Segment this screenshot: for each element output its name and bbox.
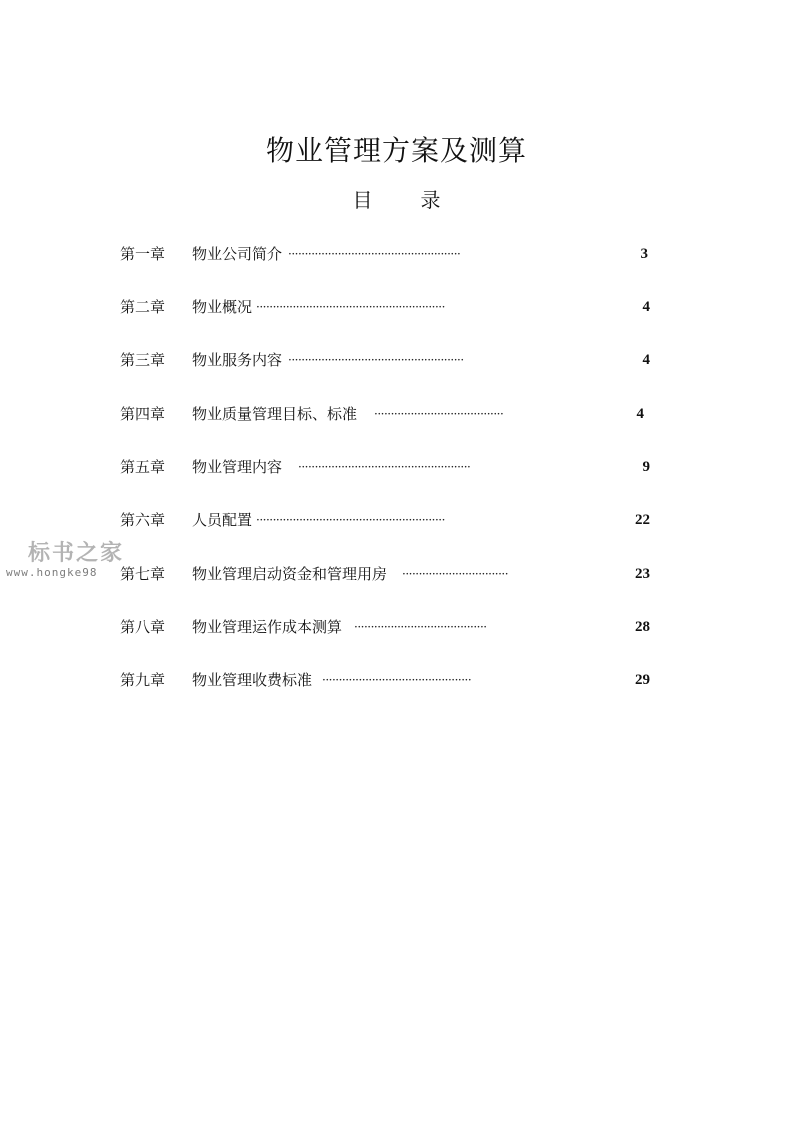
toc-entry-title: 物业质量管理目标、标准 <box>192 405 358 423</box>
dot-leader: ···················································· <box>298 460 471 474</box>
toc-entry[interactable] <box>120 403 650 425</box>
toc-page-number: 22 <box>635 512 650 528</box>
toc-entry-title: 物业管理启动资金和管理用房 <box>192 565 388 583</box>
toc-entry-title: 人员配置 <box>192 511 253 529</box>
toc-entry[interactable] <box>120 669 650 691</box>
toc-entry[interactable] <box>120 456 650 478</box>
toc-page-number: 4 <box>642 299 650 315</box>
toc-entry[interactable] <box>120 509 650 531</box>
dot-leader: ························································· <box>256 300 445 314</box>
toc-chapter-label: 第一章 <box>120 245 166 263</box>
watermark-url: www.hongke98 <box>6 566 98 579</box>
toc-entry-title: 物业管理运作成本测算 <box>192 618 343 636</box>
toc-chapter-label: 第九章 <box>120 671 166 689</box>
toc-page-number: 9 <box>642 459 650 475</box>
dot-leader: ····················································· <box>288 353 464 367</box>
toc-entry-title: 物业概况 <box>192 298 253 316</box>
toc-chapter-label: 第二章 <box>120 298 166 316</box>
toc-chapter-label: 第四章 <box>120 405 166 423</box>
toc-chapter-label: 第八章 <box>120 618 166 636</box>
toc-chapter-label: 第五章 <box>120 458 166 476</box>
toc-entry-title: 物业管理内容 <box>192 458 283 476</box>
toc-page-number: 23 <box>635 566 650 582</box>
toc-heading-left: 目 <box>352 188 373 212</box>
toc-entry-title: 物业管理收费标准 <box>192 671 313 689</box>
toc-entry[interactable] <box>120 616 650 638</box>
toc-chapter-label: 第六章 <box>120 511 166 529</box>
toc-page-number: 29 <box>635 672 650 688</box>
toc-heading-right: 录 <box>420 188 441 212</box>
watermark-logo: 标书之家 <box>28 541 125 566</box>
toc-page-number: 4 <box>636 406 644 422</box>
toc-entry[interactable] <box>120 243 650 265</box>
dot-leader: ························································· <box>256 513 445 527</box>
toc-page-number: 3 <box>640 246 648 262</box>
document-title: 物业管理方案及测算 <box>265 134 527 167</box>
toc-entry[interactable] <box>120 296 650 318</box>
dot-leader: ········································ <box>354 620 487 634</box>
site-watermark <box>6 536 166 584</box>
toc-page-number: 28 <box>635 619 650 635</box>
dot-leader: ············································· <box>322 673 472 687</box>
toc-chapter-label: 第七章 <box>120 565 166 583</box>
dot-leader: ································ <box>402 567 509 581</box>
toc-entry[interactable] <box>120 563 650 585</box>
toc-entry-title: 物业公司简介 <box>192 245 283 263</box>
toc-entry-title: 物业服务内容 <box>192 351 283 369</box>
dot-leader: ···················································· <box>288 247 461 261</box>
toc-chapter-label: 第三章 <box>120 351 166 369</box>
toc-page-number: 4 <box>642 352 650 368</box>
dot-leader: ······································· <box>374 407 504 421</box>
toc-entry[interactable] <box>120 349 650 371</box>
